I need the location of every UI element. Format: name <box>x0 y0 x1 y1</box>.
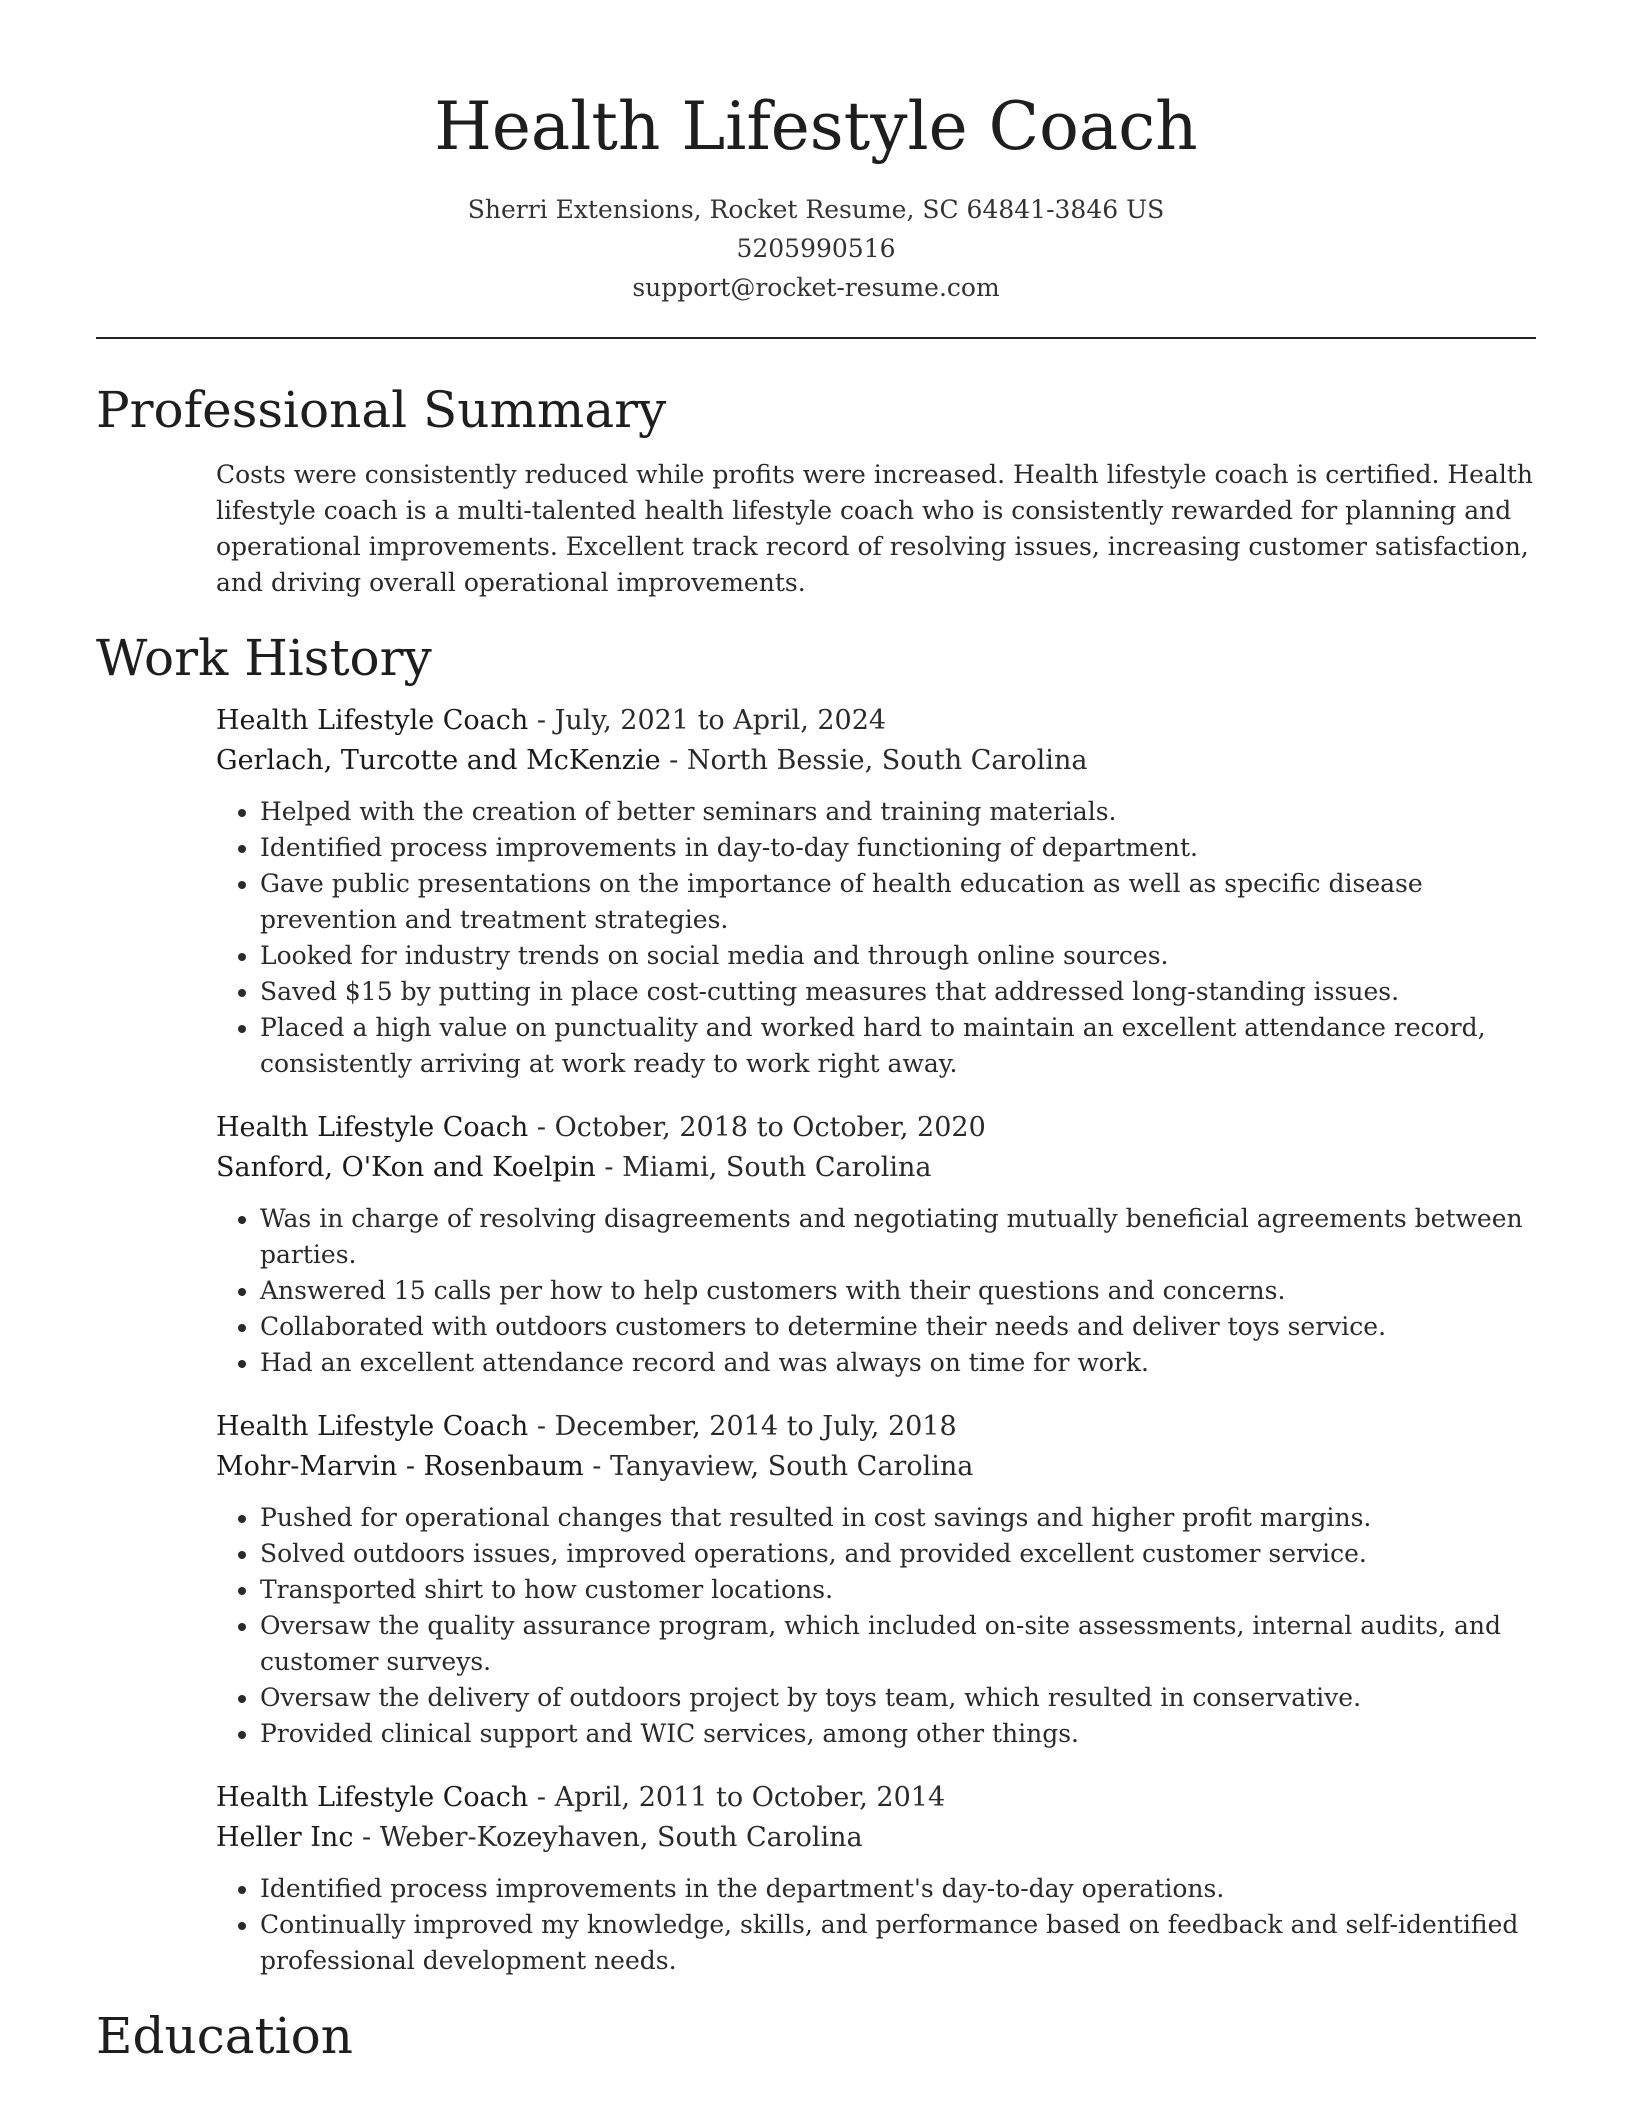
job-bullets <box>216 1871 1536 1979</box>
resume-page <box>96 0 1536 2069</box>
job-location: Tanyaview, South Carolina <box>610 1451 974 1482</box>
job-role: Health Lifestyle Coach <box>216 1112 529 1143</box>
section-title-summary: Professional Summary <box>96 381 667 439</box>
job-bullets <box>216 794 1536 1082</box>
job-company: Mohr-Marvin - Rosenbaum <box>216 1451 584 1482</box>
job-dates: December, 2014 to July, 2018 <box>554 1411 957 1442</box>
job-title-line <box>216 1407 1536 1447</box>
job-title-line <box>216 701 1536 741</box>
list-item: • Continually improved my knowledge, skills, and performance based on feedback and self-identified professional development needs. <box>260 1907 1536 1979</box>
job-location: Miami, South Carolina <box>622 1152 932 1183</box>
job-bullets <box>216 1500 1536 1752</box>
list-item: • Answered 15 calls per how to help customers with their questions and concerns. <box>260 1273 1536 1309</box>
list-item: • Gave public presentations on the importance of health education as well as specific disease prevention and treatment strategies. <box>260 866 1536 938</box>
separator: - <box>528 1411 555 1442</box>
job-dates: July, 2021 to April, 2024 <box>554 705 887 736</box>
job-company-line <box>216 1148 1536 1188</box>
section-title-education: Education <box>96 2007 353 2065</box>
list-item: • Transported shirt to how customer locations. <box>260 1572 1536 1608</box>
resume-header <box>96 0 1536 307</box>
list-item: • Saved $15 by putting in place cost-cutting measures that addressed long-standing issues. <box>260 974 1536 1010</box>
page-title: Health Lifestyle Coach <box>434 88 1198 165</box>
job-company-line <box>216 1447 1536 1487</box>
list-item: • Had an excellent attendance record and was always on time for work. <box>260 1345 1536 1381</box>
job-entry <box>216 1407 1536 1752</box>
job-location: North Bessie, South Carolina <box>686 745 1088 776</box>
separator: - <box>660 745 687 776</box>
jobs-list <box>216 701 1536 1979</box>
job-company-line <box>216 1818 1536 1858</box>
contact-email: support@rocket-resume.com <box>632 273 1000 302</box>
job-dates: April, 2011 to October, 2014 <box>554 1782 946 1813</box>
job-entry <box>216 701 1536 1082</box>
section-title-work-history: Work History <box>96 629 432 687</box>
separator: - <box>583 1451 611 1482</box>
job-title-line <box>216 1778 1536 1818</box>
job-company: Gerlach, Turcotte and McKenzie <box>216 745 661 776</box>
separator: - <box>353 1822 380 1853</box>
header-divider <box>96 337 1536 339</box>
separator: - <box>528 1112 555 1143</box>
contact-address: Sherri Extensions, Rocket Resume, SC 64841-3846 US <box>467 195 1165 224</box>
list-item: • Placed a high value on punctuality and worked hard to maintain an excellent attendance record, consistently arriving at work ready to work right away. <box>260 1010 1536 1082</box>
separator: - <box>528 1782 555 1813</box>
list-item: • Oversaw the quality assurance program, which included on-site assessments, internal audits, and customer surveys. <box>260 1608 1536 1680</box>
list-item: • Identified process improvements in day-to-day functioning of department. <box>260 830 1536 866</box>
job-bullets <box>216 1201 1536 1381</box>
job-role: Health Lifestyle Coach <box>216 1411 529 1442</box>
contact-phone: 5205990516 <box>736 234 896 263</box>
list-item: • Provided clinical support and WIC services, among other things. <box>260 1716 1536 1752</box>
list-item: • Identified process improvements in the department's day-to-day operations. <box>260 1871 1536 1907</box>
list-item: • Oversaw the delivery of outdoors project by toys team, which resulted in conservative. <box>260 1680 1536 1716</box>
job-entry <box>216 1778 1536 1979</box>
list-item: • Pushed for operational changes that resulted in cost savings and higher profit margins. <box>260 1500 1536 1536</box>
summary-text: Costs were consistently reduced while profits were increased. Health lifestyle coach is certified. Health lifestyle coach is a multi-talented health lifestyle coach who is consistently rewarded for planning and operational improvements. Excellent track record of resolving issues, increasing customer satisfaction, and driving overall operational improvements. <box>216 460 1534 597</box>
list-item: • Collaborated with outdoors customers to determine their needs and deliver toys service. <box>260 1309 1536 1345</box>
list-item: • Helped with the creation of better seminars and training materials. <box>260 794 1536 830</box>
separator: - <box>595 1152 623 1183</box>
job-role: Health Lifestyle Coach <box>216 705 529 736</box>
job-company: Sanford, O'Kon and Koelpin <box>216 1152 596 1183</box>
job-title-line <box>216 1108 1536 1148</box>
list-item: • Looked for industry trends on social media and through online sources. <box>260 938 1536 974</box>
job-company: Heller Inc <box>216 1822 354 1853</box>
job-dates: October, 2018 to October, 2020 <box>554 1112 986 1143</box>
separator: - <box>528 705 555 736</box>
list-item: • Solved outdoors issues, improved operations, and provided excellent customer service. <box>260 1536 1536 1572</box>
job-company-line <box>216 741 1536 781</box>
job-role: Health Lifestyle Coach <box>216 1782 529 1813</box>
list-item: • Was in charge of resolving disagreements and negotiating mutually beneficial agreements between parties. <box>260 1201 1536 1273</box>
job-entry <box>216 1108 1536 1381</box>
job-location: Weber-Kozeyhaven, South Carolina <box>379 1822 863 1853</box>
